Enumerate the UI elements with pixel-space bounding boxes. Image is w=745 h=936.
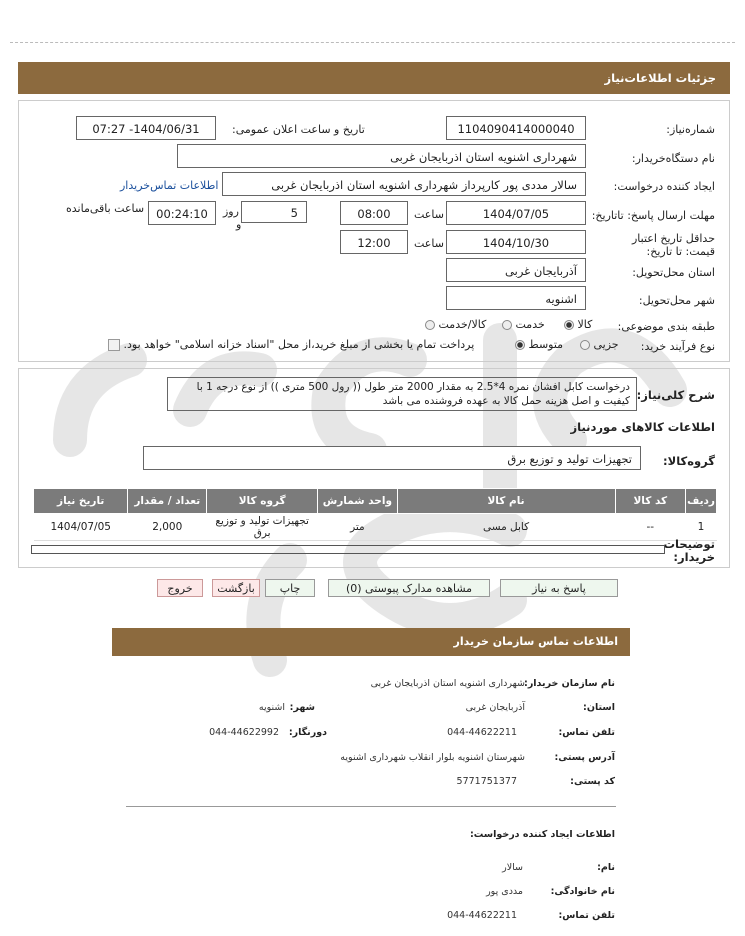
cell-quantity: 2,000 xyxy=(128,514,207,541)
province-field: آذربایجان غربی xyxy=(446,258,586,282)
goods-table xyxy=(33,488,717,541)
deadline-time-field: 08:00 xyxy=(340,201,408,225)
contact-fax-label: دورنگار: xyxy=(288,727,327,738)
remaining-time-label: ساعت باقی‌مانده xyxy=(66,202,145,215)
category-option-goods-service[interactable]: کالا/خدمت xyxy=(425,318,486,331)
goods-info-title: اطلاعات کالاهای موردنیاز xyxy=(570,420,715,434)
deadline-date-field: 1404/07/05 xyxy=(446,201,586,225)
table-row xyxy=(34,514,717,541)
category-option-service[interactable]: خدمت xyxy=(502,318,545,331)
contact-org-value: شهرداری اشنویه استان اذربایجان غربی xyxy=(370,678,525,689)
contact-address-label: آدرس پستی: xyxy=(554,752,615,763)
radio-icon[interactable] xyxy=(580,340,590,350)
buyer-notes-field xyxy=(31,545,665,554)
validity-time-field: 12:00 xyxy=(340,230,408,254)
contact-postal-label: کد پستی: xyxy=(570,776,615,787)
buyer-notes-label: توضیحات خریدار: xyxy=(663,537,715,564)
contact-province-value: آذربایجان غربی xyxy=(465,702,525,713)
payment-checkbox[interactable] xyxy=(108,339,120,351)
cell-item-name: کابل مسی xyxy=(397,514,615,541)
contact-phone-label: تلفن تماس: xyxy=(558,727,615,738)
contact-province-label: استان: xyxy=(583,702,615,713)
creator-last-name-value: مددی پور xyxy=(486,886,523,897)
print-button[interactable]: چاپ xyxy=(265,579,315,597)
announce-label: تاریخ و ساعت اعلان عمومی: xyxy=(232,123,365,136)
radio-selected-icon[interactable] xyxy=(515,340,525,350)
validity-label: حداقل تاریخ اعتبار قیمت: تا تاریخ: xyxy=(631,232,715,258)
buyer-contact-link[interactable]: اطلاعات تماس‌خریدار xyxy=(120,179,219,192)
page-header: جزئیات اطلاعات‌نیاز xyxy=(18,62,730,94)
deadline-label: مهلت ارسال پاسخ: تاتاریخ: xyxy=(591,209,715,222)
process-option-medium[interactable]: متوسط xyxy=(515,338,563,351)
creator-info-title: اطلاعات ایجاد کننده درخواست: xyxy=(469,829,615,840)
col-quantity: تعداد / مقدار xyxy=(128,489,207,514)
process-label: نوع فرآیند خرید: xyxy=(640,340,715,353)
contact-divider xyxy=(126,806,616,807)
goods-group-label: گروه‌کالا: xyxy=(663,454,715,468)
process-option-minor[interactable]: جزیی xyxy=(580,338,619,351)
radio-icon[interactable] xyxy=(502,320,512,330)
days-remaining-field: 5 xyxy=(241,201,307,223)
need-number-field: 1104090414000040 xyxy=(446,116,586,140)
creator-phone-value: 044-44622211 xyxy=(447,910,517,921)
creator-field: سالار مددی پور کارپرداز شهرداری اشنویه استان اذربایجان غربی xyxy=(222,172,586,196)
cell-item-group: تجهیزات تولید و توزیع برق xyxy=(207,514,318,541)
col-row-number: ردیف xyxy=(686,489,717,514)
city-label: شهر محل‌تحویل: xyxy=(638,294,715,307)
goods-group-field: تجهیزات تولید و توزیع برق xyxy=(143,446,641,470)
summary-text: درخواست کابل افشان نمره 4*2.5 به مقدار 2000 متر طول (( رول 500 متری )) از نوع درجه 1 با کیفیت و اصل هزینه حمل کالا به عهده فروشنده می باشد xyxy=(167,377,637,411)
contact-postal-value: 5771751377 xyxy=(456,776,517,787)
need-number-label: شماره‌نیاز: xyxy=(666,123,715,136)
table-header-row xyxy=(34,489,717,514)
creator-last-name-label: نام خانوادگی: xyxy=(550,886,615,897)
exit-button[interactable]: خروج xyxy=(157,579,203,597)
cell-unit: متر xyxy=(318,514,397,541)
summary-label: شرح کلی‌نیاز: xyxy=(636,388,715,402)
payment-note: پرداخت تمام یا بخشی از مبلغ خرید،از محل "اسناد خزانه اسلامی" خواهد بود. xyxy=(108,338,474,351)
contact-org-label: نام سازمان خریدار: xyxy=(524,678,615,689)
attachments-button[interactable]: مشاهده مدارک پیوستی (0) xyxy=(328,579,490,597)
contact-city-label: شهر: xyxy=(289,702,315,713)
contact-fax-value: 044-44622992 xyxy=(209,727,279,738)
contact-city-value: اشنویه xyxy=(258,702,285,713)
buyer-org-field: شهرداری اشنویه استان اذربایجان غربی xyxy=(177,144,586,168)
col-unit: واحد شمارش xyxy=(318,489,397,514)
contact-section-header: اطلاعات تماس سازمان خریدار xyxy=(112,628,630,656)
city-field: اشنویه xyxy=(446,286,586,310)
province-label: استان محل‌تحویل: xyxy=(632,266,715,279)
deadline-time-label: ساعت xyxy=(414,208,444,221)
top-divider xyxy=(10,42,735,43)
back-button[interactable]: بازگشت xyxy=(212,579,260,597)
radio-icon[interactable] xyxy=(425,320,435,330)
cell-need-date: 1404/07/05 xyxy=(34,514,128,541)
reply-button[interactable]: پاسخ به نیاز xyxy=(500,579,618,597)
days-label: روز xyxy=(223,205,239,218)
contact-address-value: شهرستان اشنویه بلوار انقلاب شهرداری اشنویه xyxy=(340,752,525,763)
category-label: طبقه بندی موضوعی: xyxy=(617,320,715,333)
announce-field: 1404/06/31- 07:27 xyxy=(76,116,216,140)
creator-first-name-value: سالار xyxy=(502,862,523,873)
cell-row-number: 1 xyxy=(686,514,717,541)
col-item-code: کد کالا xyxy=(615,489,685,514)
validity-date-field: 1404/10/30 xyxy=(446,230,586,254)
col-item-name: نام کالا xyxy=(397,489,615,514)
col-need-date: تاریخ نیاز xyxy=(34,489,128,514)
creator-first-name-label: نام: xyxy=(597,862,615,873)
creator-label: ایجاد کننده درخواست: xyxy=(613,180,715,193)
cell-item-code: -- xyxy=(615,514,685,541)
radio-selected-icon[interactable] xyxy=(564,320,574,330)
validity-time-label: ساعت xyxy=(414,237,444,250)
category-option-goods[interactable]: کالا xyxy=(564,318,592,331)
buyer-org-label: نام دستگاه‌خریدار: xyxy=(631,152,715,165)
contact-phone-value: 044-44622211 xyxy=(447,727,517,738)
and-label: و xyxy=(236,218,242,231)
col-item-group: گروه کالا xyxy=(207,489,318,514)
creator-phone-label: تلفن تماس: xyxy=(558,910,615,921)
remaining-time-field: 00:24:10 xyxy=(148,201,216,225)
